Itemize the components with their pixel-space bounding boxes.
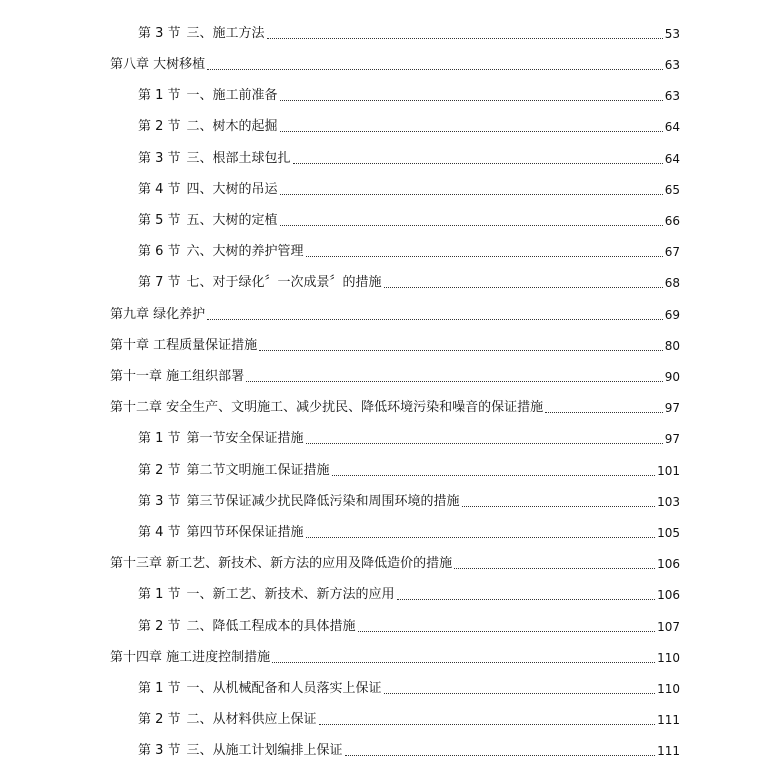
- page-number: 111: [657, 713, 680, 727]
- dot-leader: [358, 631, 656, 632]
- entry-title: 第四节环保保证措施: [186, 525, 304, 540]
- toc-entry[interactable]: [138, 114, 680, 136]
- toc-entry[interactable]: [138, 582, 680, 604]
- toc-entry[interactable]: [138, 21, 680, 43]
- entry-title: 六、大树的养护管理: [186, 244, 304, 259]
- page-number: 53: [664, 27, 680, 41]
- section-number: 第 2 节: [138, 463, 181, 478]
- dot-leader: [280, 100, 663, 101]
- dot-leader: [306, 443, 663, 444]
- toc-chapter[interactable]: [110, 551, 680, 573]
- toc-chapter[interactable]: [110, 645, 680, 667]
- dot-leader: [397, 599, 656, 600]
- entry-title: 一、从机械配备和人员落实上保证: [186, 681, 382, 696]
- entry-title: 三、从施工计划编排上保证: [186, 743, 343, 758]
- toc-chapter[interactable]: [110, 302, 680, 324]
- dot-leader: [384, 287, 663, 288]
- entry-title: 第八章 大树移植: [110, 57, 206, 72]
- dot-leader: [545, 412, 663, 413]
- section-number: 第 3 节: [138, 151, 181, 166]
- page-number: 63: [664, 58, 680, 72]
- page-number: 101: [657, 464, 680, 478]
- section-number: 第 1 节: [138, 88, 181, 103]
- page-number: 110: [657, 682, 680, 696]
- dot-leader: [267, 38, 663, 39]
- page-number: 66: [664, 214, 680, 228]
- entry-title: 七、对于绿化〞一次成景〞的措施: [186, 275, 382, 290]
- dot-leader: [293, 163, 663, 164]
- dot-leader: [280, 131, 663, 132]
- section-number: 第 5 节: [138, 213, 181, 228]
- page-number: 107: [657, 620, 680, 634]
- dot-leader: [280, 225, 663, 226]
- entry-title: 二、树木的起掘: [186, 119, 278, 134]
- dot-leader: [319, 724, 656, 725]
- toc-entry[interactable]: [138, 489, 680, 511]
- section-number: 第 3 节: [138, 494, 181, 509]
- section-number: 第 1 节: [138, 431, 181, 446]
- entry-title: 四、大树的吊运: [186, 182, 278, 197]
- toc-entry[interactable]: [138, 676, 680, 698]
- page-number: 106: [657, 588, 680, 602]
- entry-title: 二、降低工程成本的具体措施: [186, 619, 356, 634]
- page-number: 97: [664, 401, 680, 415]
- toc-entry[interactable]: [138, 270, 680, 292]
- page-number: 106: [657, 557, 680, 571]
- dot-leader: [384, 693, 656, 694]
- toc-entry[interactable]: [138, 738, 680, 760]
- page-number: 111: [657, 744, 680, 758]
- dot-leader: [280, 194, 663, 195]
- section-number: 第 3 节: [138, 26, 181, 41]
- dot-leader: [462, 506, 656, 507]
- entry-title: 第十三章 新工艺、新技术、新方法的应用及降低造价的措施: [110, 556, 453, 571]
- entry-title: 二、从材料供应上保证: [186, 712, 317, 727]
- entry-title: 第三节保证减少扰民降低污染和周围环境的措施: [186, 494, 460, 509]
- page-number: 64: [664, 120, 680, 134]
- toc-chapter[interactable]: [110, 333, 680, 355]
- toc-entry[interactable]: [138, 614, 680, 636]
- entry-title: 第二节文明施工保证措施: [186, 463, 330, 478]
- page-number: 65: [664, 183, 680, 197]
- toc-entry[interactable]: [138, 146, 680, 168]
- dot-leader: [306, 256, 663, 257]
- entry-title: 一、施工前准备: [186, 88, 278, 103]
- section-number: 第 1 节: [138, 587, 181, 602]
- dot-leader: [345, 755, 656, 756]
- section-number: 第 2 节: [138, 712, 181, 727]
- section-number: 第 1 节: [138, 681, 181, 696]
- page-number: 105: [657, 526, 680, 540]
- entry-title: 一、新工艺、新技术、新方法的应用: [186, 587, 395, 602]
- entry-title: 三、施工方法: [186, 26, 265, 41]
- entry-title: 第九章 绿化养护: [110, 307, 206, 322]
- dot-leader: [332, 475, 656, 476]
- entry-title: 第一节安全保证措施: [186, 431, 304, 446]
- page-number: 69: [664, 308, 680, 322]
- toc-entry[interactable]: [138, 208, 680, 230]
- toc-chapter[interactable]: [110, 364, 680, 386]
- toc-chapter[interactable]: [110, 395, 680, 417]
- entry-title: 第十章 工程质量保证措施: [110, 338, 258, 353]
- toc-entry[interactable]: [138, 707, 680, 729]
- toc-chapter[interactable]: [110, 52, 680, 74]
- toc-entry[interactable]: [138, 83, 680, 105]
- section-number: 第 6 节: [138, 244, 181, 259]
- entry-title: 第十二章 安全生产、文明施工、减少扰民、降低环境污染和噪音的保证措施: [110, 400, 544, 415]
- dot-leader: [454, 568, 655, 569]
- page-number: 110: [657, 651, 680, 665]
- dot-leader: [207, 319, 663, 320]
- page-number: 68: [664, 276, 680, 290]
- toc-entry[interactable]: [138, 239, 680, 261]
- entry-title: 五、大树的定植: [186, 213, 278, 228]
- section-number: 第 7 节: [138, 275, 181, 290]
- page-number: 63: [664, 89, 680, 103]
- toc-entry[interactable]: [138, 458, 680, 480]
- dot-leader: [306, 537, 656, 538]
- page-number: 103: [657, 495, 680, 509]
- page-number: 90: [664, 370, 680, 384]
- section-number: 第 2 节: [138, 619, 181, 634]
- dot-leader: [207, 69, 663, 70]
- entry-title: 第十四章 施工进度控制措施: [110, 650, 271, 665]
- entry-title: 三、根部土球包扎: [186, 151, 291, 166]
- page-number: 97: [664, 432, 680, 446]
- page-number: 80: [664, 339, 680, 353]
- entry-title: 第十一章 施工组织部署: [110, 369, 245, 384]
- page-number: 64: [664, 152, 680, 166]
- section-number: 第 3 节: [138, 743, 181, 758]
- toc-entry[interactable]: [138, 520, 680, 542]
- dot-leader: [246, 381, 663, 382]
- section-number: 第 4 节: [138, 182, 181, 197]
- page-number: 67: [664, 245, 680, 259]
- dot-leader: [272, 662, 655, 663]
- toc-entry[interactable]: [138, 177, 680, 199]
- dot-leader: [259, 350, 663, 351]
- section-number: 第 2 节: [138, 119, 181, 134]
- toc-entry[interactable]: [138, 426, 680, 448]
- section-number: 第 4 节: [138, 525, 181, 540]
